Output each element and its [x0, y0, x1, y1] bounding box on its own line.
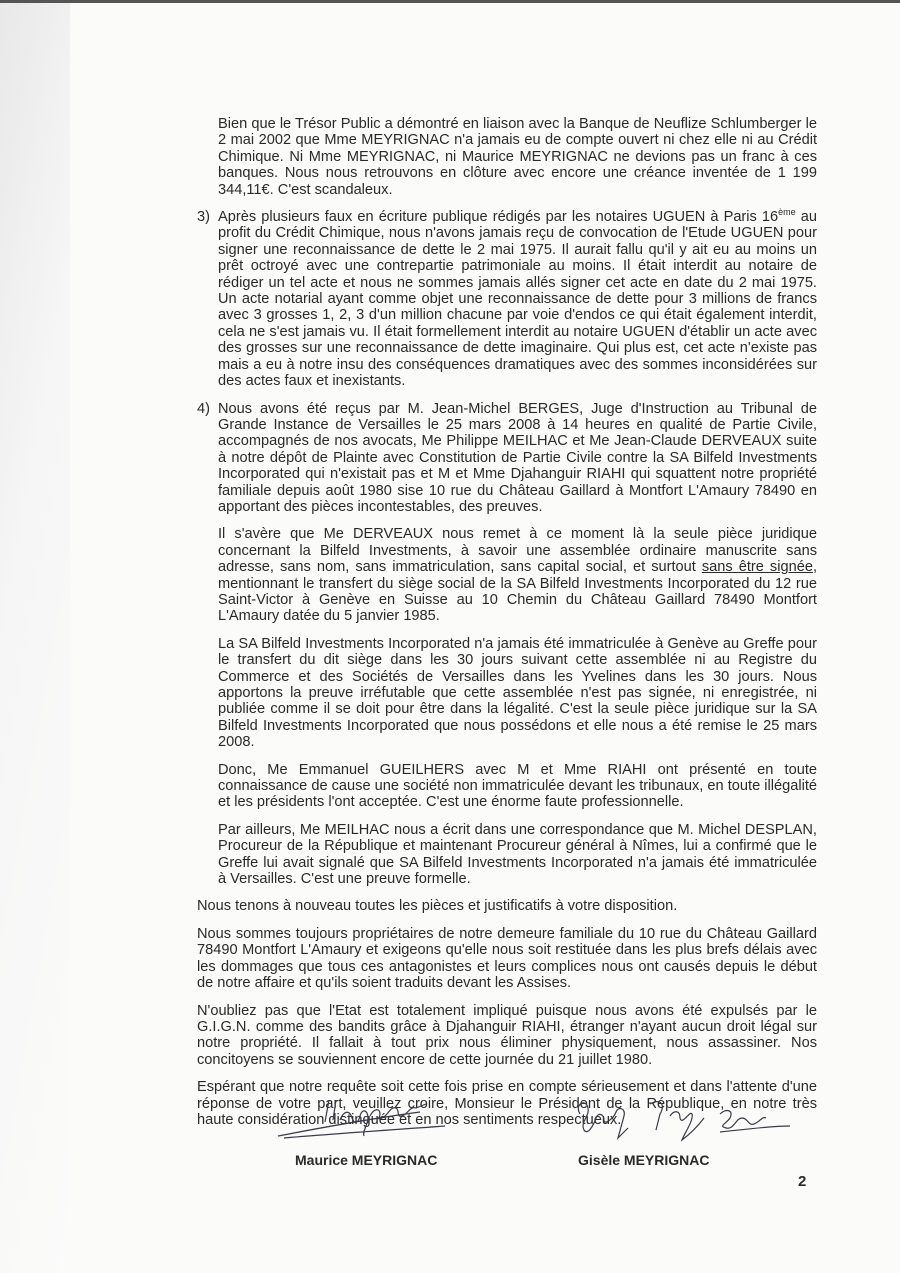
scan-top-border	[0, 0, 900, 3]
signature-block-gisele	[570, 1090, 810, 1168]
item-4-paragraph-4: Donc, Me Emmanuel GUEILHERS avec M et Mme RIAHI ont présenté en toute connaissance de cause une société non immatriculée devant les tribunaux, en toute illégalité et les présidents l'ont acceptée. C'est une énorme faute professionnelle.	[218, 761, 817, 811]
page-number: 2	[798, 1173, 807, 1190]
item-3-text-part1: Après plusieurs faux en écriture publique rédigés par les notaires UGUEN à Paris 16	[218, 209, 779, 226]
intro-paragraph: Bien que le Trésor Public a démontré en liaison avec la Banque de Neuflize Schlumberger le 2 mai 2002 que Mme MEYRIGNAC n'a jamais eu de compte ouvert ni chez elle ni au Crédit Chimique. Ni Mme MEYRIGNAC, ni Maurice MEYRIGNAC ne devions pas un franc à ces banques. Nous nous retrouvons en clôture avec encore une créance inventée de 1 199 344,11€. C'est scandaleux.	[218, 116, 817, 198]
item-number: 3)	[197, 209, 210, 226]
superscript: ème	[778, 207, 796, 218]
scan-shadow-edge	[0, 0, 70, 1273]
closing-paragraph: Nous sommes toujours propriétaires de notre demeure familiale du 10 rue du Château Gaillard 78490 Montfort L'Amaury et exigeons qu'elle nous soit restituée dans les plus brefs délais avec les dommages que tous ces antagonistes et leurs complices nous ont causés depuis le début de notre affaire et qu'ils soient traduits devant les Assises.	[197, 925, 817, 992]
signature-area	[270, 1090, 830, 1180]
item-4-paragraph-3: La SA Bilfeld Investments Incorporated n'a jamais été immatriculée à Genève au Greffe pour le transfert du dit siège dans les 30 jours suivant cette assemblée ni au Registre du Commerce et des Sociétés de Versailles dans les Yvelines dans les 30 jours. Nous apportons la preuve irréfutable que cette assemblée n'est pas signée, ni enregistrée, ni publiée comme il se doit pour être dans la légalité. C'est la seule pièce juridique sur la SA Bilfeld Investments Incorporated que nous possédons et elle nous a été remise le 25 mars 2008.	[218, 635, 817, 751]
closing-paragraph: Nous tenons à nouveau toutes les pièces et justificatifs à votre disposition.	[197, 898, 678, 915]
closing-paragraph: N'oubliez pas que l'Etat est totalement impliqué puisque nous avons été expulsés par le G.I.G.N. comme des bandits grâce à Djahanguir RIAHI, étranger n'ayant aucun droit légal sur notre propriété. Il fallait à tout prix nous éliminer physiquement, nous assassiner. Nos concitoyens se souviennent encore de cette journée du 21 juillet 1980.	[197, 1002, 817, 1068]
item-4-paragraph-2	[218, 526, 817, 624]
signature-block-maurice	[270, 1090, 510, 1168]
letter-body	[197, 116, 817, 1139]
handwritten-signature-icon	[270, 1090, 480, 1142]
signatory-name: Gisèle MEYRIGNAC	[578, 1152, 710, 1168]
text-segment: , mentionnant le transfert du siège social de la SA Bilfeld Investments Incorporated du 12 rue Saint-Victor à Genève en Suisse au 10 Chemin du Château Gaillard 78490 Montfort L'Amaury datée du 5 janvier 1985.	[218, 559, 818, 625]
item-4-paragraph-1: Nous avons été reçus par M. Jean-Michel BERGES, Juge d'Instruction au Tribunal de Grande Instance de Versailles le 25 mars 2008 à 14 heures en qualité de Partie Civile, accompagnés de nos avocats, Me Philippe MEILHAC et Me Jean-Claude DERVEAUX suite à notre dépôt de Plainte avec Constitution de Partie Civile contre la SA Bilfeld Investments Incorporated qui n'existait pas et M et Mme Djahanguir RIAHI qui squattent notre propriété familiale depuis août 1980 sise 10 rue du Château Gaillard à Montfort L'Amaury 78490 en apportant des pièces incontestables, des preuves.	[218, 400, 817, 515]
item-number: 4)	[197, 400, 210, 417]
item-3-text-part2: au profit du Crédit Chimique, nous n'avons jamais reçu de convocation de l'Etude UGUEN pour signer une reconnaissance de dette le 2 mai 1975. Il aurait fallu qu'il y ait eu au moins un prêt octroyé avec une contrepartie patrimoniale au moins. Il était interdit au notaire de rédiger un tel acte et nous ne sommes jamais allés signer cet acte en date du 2 mai 1975. Un acte notarial ayant comme objet une reconnaissance de dette pour 3 millions de francs avec 3 grosses 1, 2, 3 d'un million chacune par voie d'endos ce qui était également interdit, cela ne s'est jamais vu. Il était formellement interdit au notaire UGUEN d'établir un acte avec des grosses sur une reconnaissance de dette imaginaire. Qui plus est, cet acte n'existe pas mais a eu à notre insu des conséquences dramatiques avec des sommes inconsidérées sur des actes faux et inexistants.	[218, 209, 817, 390]
closing-paragraph: Espérant que notre requête soit cette fois prise en compte sérieusement et dans l'attente d'une réponse de votre part, veuillez croire, Monsieur le Président de la République, en notre très haute considération distinguée et en nos sentiments respectueux.	[197, 1079, 817, 1128]
item-4-paragraph-5: Par ailleurs, Me MEILHAC nous a écrit dans une correspondance que M. Michel DESPLAN, Procureur de la République et maintenant Procureur général à Nîmes, lui a confirmé que le Greffe lui avait signalé que SA Bilfeld Investments Incorporated n'a jamais été immatriculée à Versailles. C'est une preuve formelle.	[218, 821, 817, 888]
numbered-item-4	[197, 401, 817, 888]
handwritten-signature-icon	[570, 1090, 800, 1142]
item-3-text	[218, 209, 817, 389]
text-segment: Il s'avère que Me DERVEAUX nous remet à ce moment là la seule pièce juridique concernant la Bilfeld Investments, à savoir une assemblée ordinaire manuscrite sans adresse, sans nom, sans immatriculation, sans capital social, et surtout	[218, 526, 817, 576]
underlined-text: sans être signée	[701, 559, 813, 576]
signatory-name: Maurice MEYRIGNAC	[295, 1152, 438, 1168]
numbered-item-3	[197, 209, 817, 389]
